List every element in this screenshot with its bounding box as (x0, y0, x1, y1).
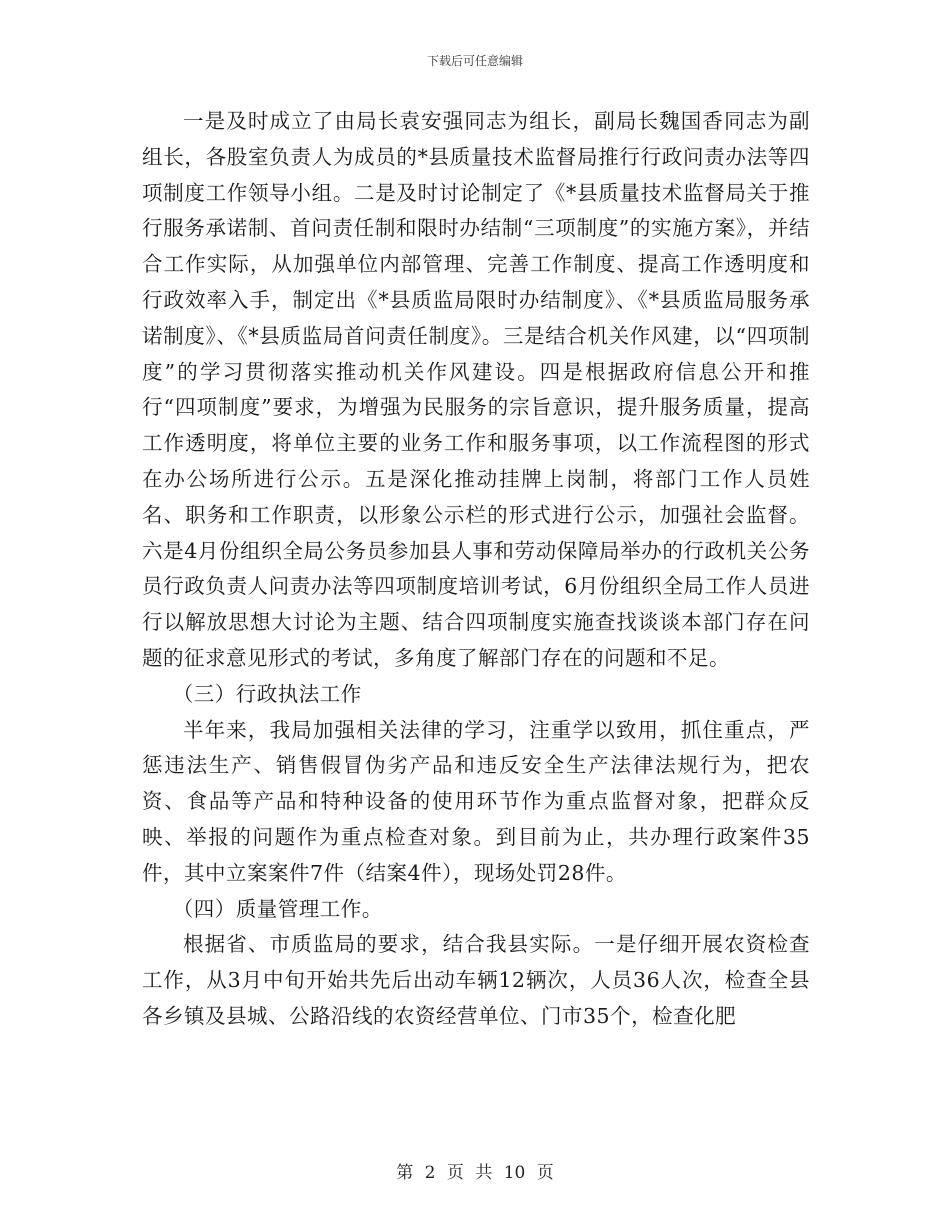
section-heading-quality-management: （四）质量管理工作。 (172, 896, 383, 921)
section-heading-administrative-enforcement: （三）行政执法工作 (172, 681, 362, 706)
page-header: 下载后可任意编辑 (426, 54, 523, 68)
document-body (142, 104, 810, 1035)
paragraph-enforcement: 半年来，我局加强相关法律的学习，注重学以致用，抓住重点，严惩违法生产、销售假冒伪劣产品和违反安全生产法律法规行为，把农资、食品等产品和特种设备的使用环节作为重点监督对象，把群众反映、举报的问题作为重点检查对象。到目前为止，共办理行政案件35件，其中立案案件7件（结案4件），现场处罚28件。 (142, 717, 810, 885)
page-number-footer: 第 2 页 共 10 页 (396, 1163, 554, 1183)
paragraph-quality: 根据省、市质监局的要求，结合我县实际。一是仔细开展农资检查工作，从3月中旬开始共先后出动车辆12辆次，人员36人次，检查全县各乡镇及县城、公路沿线的农资经营单位、门市35个，检查化肥 (142, 932, 810, 1028)
paragraph-measures: 一是及时成立了由局长袁安强同志为组长，副局长魏国香同志为副组长，各股室负责人为成员的*县质量技术监督局推行行政问责办法等四项制度工作领导小组。二是及时讨论制定了《*县质量技术监督局关于推行服务承诺制、首问责任制和限时办结制“三项制度”的实施方案》，并结合工作实际，从加强单位内部管理、完善工作制度、提高工作透明度和行政效率入手，制定出《*县质监局限时办结制度》、《*县质监局服务承诺制度》、《*县质监局首问责任制度》。三是结合机关作风建，以“四项制度”的学习贯彻落实推动机关作风建设。四是根据政府信息公开和推行“四项制度”要求，为增强为民服务的宗旨意识，提升服务质量，提高工作透明度，将单位主要的业务工作和服务事项，以工作流程图的形式在办公场所进行公示。五是深化推动挂牌上岗制，将部门工作人员姓名、职务和工作职责，以形象公示栏的形式进行公示，加强社会监督。六是4月份组织全局公务员参加县人事和劳动保障局举办的行政机关公务员行政负责人问责办法等四项制度培训考试，6月份组织全局工作人员进行以解放思想大讨论为主题、结合四项制度实施查找谈谈本部门存在问题的征求意见形式的考试，多角度了解部门存在的问题和不足。 (142, 109, 810, 670)
